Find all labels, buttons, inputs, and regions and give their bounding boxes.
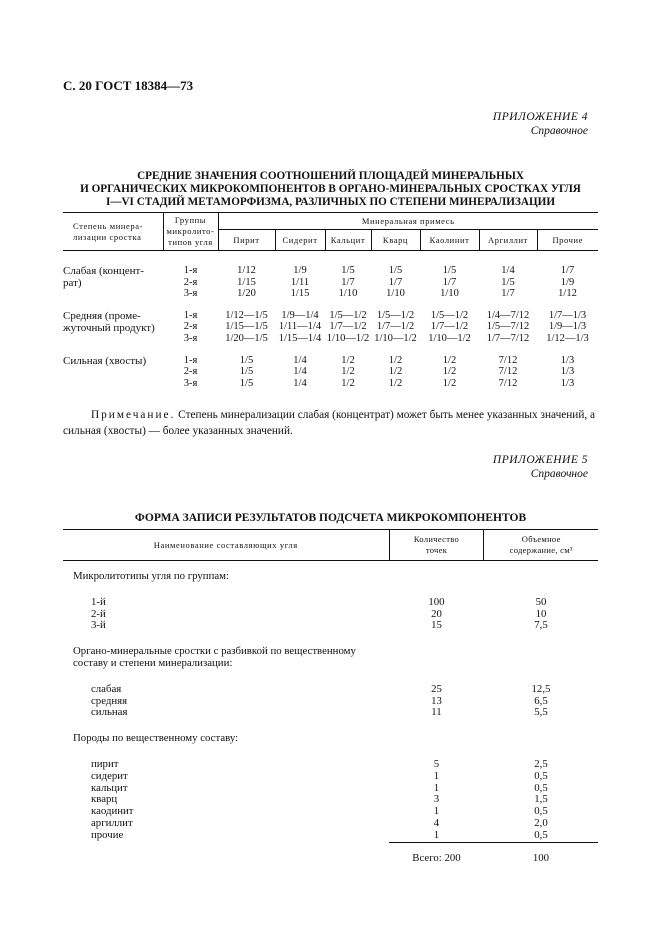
head-points: Количество точек xyxy=(389,530,484,561)
item-volume: 12,5 xyxy=(531,682,551,695)
column-header: Прочие xyxy=(537,230,598,251)
item-label: 3-й xyxy=(91,619,106,632)
row-degree: Средняя (проме- жуточный продукт) xyxy=(63,309,155,334)
item-volume: 1,5 xyxy=(534,793,548,806)
appendix-5-label: ПРИЛОЖЕНИЕ 5 xyxy=(492,454,588,466)
value-cell: 1/3 1/3 1/3 xyxy=(560,354,575,389)
section-heading-row xyxy=(63,719,598,759)
item-points: 20 xyxy=(431,607,442,620)
row-groups: 1-я 2-я 3-я xyxy=(183,309,198,344)
appendix-4-block xyxy=(493,110,588,138)
value-cell: 1/2 1/2 1/2 xyxy=(341,354,355,389)
value-cell: 1/7 1/9 1/12 xyxy=(558,265,577,300)
section-heading: Органо-минеральные сростки с разбивкой по вещественному xyxy=(73,645,356,658)
appendix-5-sub: Справочное xyxy=(530,468,588,480)
item-label: пирит xyxy=(91,757,119,770)
item-points: 13 xyxy=(431,694,442,707)
count-form-table-body xyxy=(63,561,598,865)
column-header: Пирит xyxy=(218,230,275,251)
item-label: кальцит xyxy=(91,781,128,794)
mineralization-table xyxy=(63,212,598,389)
value-cell: 1/4 1/5 1/7 xyxy=(501,265,515,300)
appendix-5-block xyxy=(493,453,588,481)
item-volume: 2,0 xyxy=(534,816,548,829)
table-row xyxy=(63,620,598,632)
appendix-4-label: ПРИЛОЖЕНИЕ 4 xyxy=(492,111,588,123)
value-cell: 1/5 1/5 1/5 xyxy=(239,354,254,389)
table-row xyxy=(63,696,598,708)
item-points: 5 xyxy=(433,757,440,770)
table-row xyxy=(63,818,598,830)
item-label: слабая xyxy=(91,682,122,695)
head-groups: Группы микролито- типов угля xyxy=(163,213,218,251)
table-row xyxy=(63,345,598,390)
value-cell: 1/2 1/2 1/2 xyxy=(388,354,403,389)
item-volume: 5,5 xyxy=(534,706,548,719)
total-label: Всего: 200 xyxy=(389,842,484,864)
item-points: 15 xyxy=(431,619,442,632)
item-points: 3 xyxy=(433,793,440,806)
section-heading-row xyxy=(63,658,598,684)
value-cell: 1/9 1/11 1/15 xyxy=(290,265,310,300)
value-cell: 1/4—7/12 1/5—7/12 1/7—7/12 xyxy=(486,309,530,344)
item-volume: 0,5 xyxy=(534,769,548,782)
section-heading: Микролитотипы угля по группам: xyxy=(73,570,229,582)
page-header: С. 20 ГОСТ 18384—73 xyxy=(63,78,194,93)
column-header: Кальцит xyxy=(325,230,371,251)
table-row xyxy=(63,794,598,806)
item-volume: 6,5 xyxy=(534,694,548,707)
table-row xyxy=(63,759,598,771)
item-volume: 7,5 xyxy=(534,619,548,632)
table-row xyxy=(63,597,598,609)
value-cell: 1/2 1/2 1/2 xyxy=(442,354,457,389)
head-mineral: Минеральная примесь xyxy=(218,213,598,230)
item-label: 2-й xyxy=(91,607,106,620)
item-volume: 0,5 xyxy=(534,828,548,841)
item-points: 4 xyxy=(433,816,440,829)
count-form-table xyxy=(63,529,598,864)
item-points: 1 xyxy=(433,805,440,818)
value-cell: 1/12 1/15 1/20 xyxy=(237,265,256,300)
item-label: прочие xyxy=(91,828,124,841)
note-label: Примечание. xyxy=(91,409,176,421)
column-header: Кварц xyxy=(371,230,420,251)
head-volume: Объемное содержание, см³ xyxy=(484,530,598,561)
item-label: каодинит xyxy=(91,805,134,818)
item-points: 25 xyxy=(431,682,442,695)
mineralization-table-body xyxy=(63,251,598,390)
table1-title-line: СРЕДНИЕ ЗНАЧЕНИЯ СООТНОШЕНИЙ ПЛОЩАДЕЙ МИНЕРАЛЬНЫХ xyxy=(137,170,524,182)
item-volume: 10 xyxy=(535,607,547,620)
value-cell: 1/4 1/4 1/4 xyxy=(293,354,307,389)
item-points: 1 xyxy=(433,769,440,782)
item-points: 1 xyxy=(433,828,440,841)
item-volume: 2,5 xyxy=(534,757,548,770)
item-points: 100 xyxy=(428,595,445,608)
item-label: сидерит xyxy=(91,769,128,782)
row-groups: 1-я 2-я 3-я xyxy=(183,354,198,389)
table-row xyxy=(63,771,598,783)
table1-title-line: I—VI СТАДИЙ МЕТАМОРФИЗМА, РАЗЛИЧНЫХ ПО СТЕПЕНИ МИНЕРАЛИЗАЦИИ xyxy=(105,196,556,208)
head-name: Наименование составляющих угля xyxy=(63,530,389,561)
table-row xyxy=(63,806,598,818)
column-header: Аргиллит xyxy=(479,230,537,251)
section-heading: Породы по вещественному составу: xyxy=(73,732,239,745)
item-label: 1-й xyxy=(91,595,106,608)
item-points: 11 xyxy=(431,706,442,719)
table-row xyxy=(63,707,598,719)
table2-title: ФОРМА ЗАПИСИ РЕЗУЛЬТАТОВ ПОДСЧЕТА МИКРОКОМПОНЕНТОВ xyxy=(134,512,527,524)
row-degree: Слабая (концент- рат) xyxy=(63,265,144,289)
head-degree: Степень минера- лизации сростка xyxy=(63,213,163,251)
column-header: Сидерит xyxy=(275,230,325,251)
table-row xyxy=(63,783,598,795)
value-cell: 1/5—1/2 1/7—1/2 1/10—1/2 xyxy=(428,309,471,344)
appendix-4-sub: Справочное xyxy=(530,125,588,137)
table-row xyxy=(63,251,598,300)
total-row xyxy=(63,842,598,864)
item-label: средняя xyxy=(91,694,128,707)
value-cell: 1/9—1/4 1/11—1/4 1/15—1/4 xyxy=(278,309,322,344)
value-cell: 1/7—1/3 1/9—1/3 1/12—1/3 xyxy=(546,309,589,344)
table-row xyxy=(63,609,598,621)
value-cell: 1/5—1/2 1/7—1/2 1/10—1/2 xyxy=(326,309,370,344)
row-groups: 1-я 2-я 3-я xyxy=(183,265,198,300)
value-cell: 1/5—1/2 1/7—1/2 1/10—1/2 xyxy=(374,309,417,344)
table1-title xyxy=(63,170,598,209)
column-header: Каолинит xyxy=(420,230,479,251)
table1-title-line: И ОРГАНИЧЕСКИХ МИКРОКОМПОНЕНТОВ В ОРГАНО-МИНЕРАЛЬНЫХ СРОСТКАХ УГЛЯ xyxy=(80,183,581,195)
total-volume: 100 xyxy=(484,842,598,864)
item-volume: 0,5 xyxy=(534,805,548,818)
item-volume: 50 xyxy=(535,595,547,608)
item-points: 1 xyxy=(433,781,440,794)
item-label: аргиллит xyxy=(91,816,133,829)
value-cell: 1/12—1/5 1/15—1/5 1/20—1/5 xyxy=(225,309,268,344)
table-row xyxy=(63,684,598,696)
section-heading-row xyxy=(63,632,598,658)
section-heading-row xyxy=(63,561,598,597)
row-degree: Сильная (хвосты) xyxy=(63,354,147,367)
section-heading: составу и степени минерализации: xyxy=(73,656,233,669)
value-cell: 1/5 1/7 1/10 xyxy=(386,265,405,300)
item-label: кварц xyxy=(91,793,118,806)
value-cell: 7/12 7/12 7/12 xyxy=(498,354,518,389)
value-cell: 1/5 1/7 1/10 xyxy=(440,265,459,300)
note-text: Степень минерализации слабая (концентрат) может быть менее указанных значений, а сильная (хвосты) — более указанных значений. xyxy=(63,409,596,437)
note xyxy=(63,407,598,439)
item-volume: 0,5 xyxy=(534,781,548,794)
item-label: сильная xyxy=(91,706,128,719)
table-row xyxy=(63,830,598,842)
value-cell: 1/5 1/7 1/10 xyxy=(338,265,358,300)
table-row xyxy=(63,300,598,345)
